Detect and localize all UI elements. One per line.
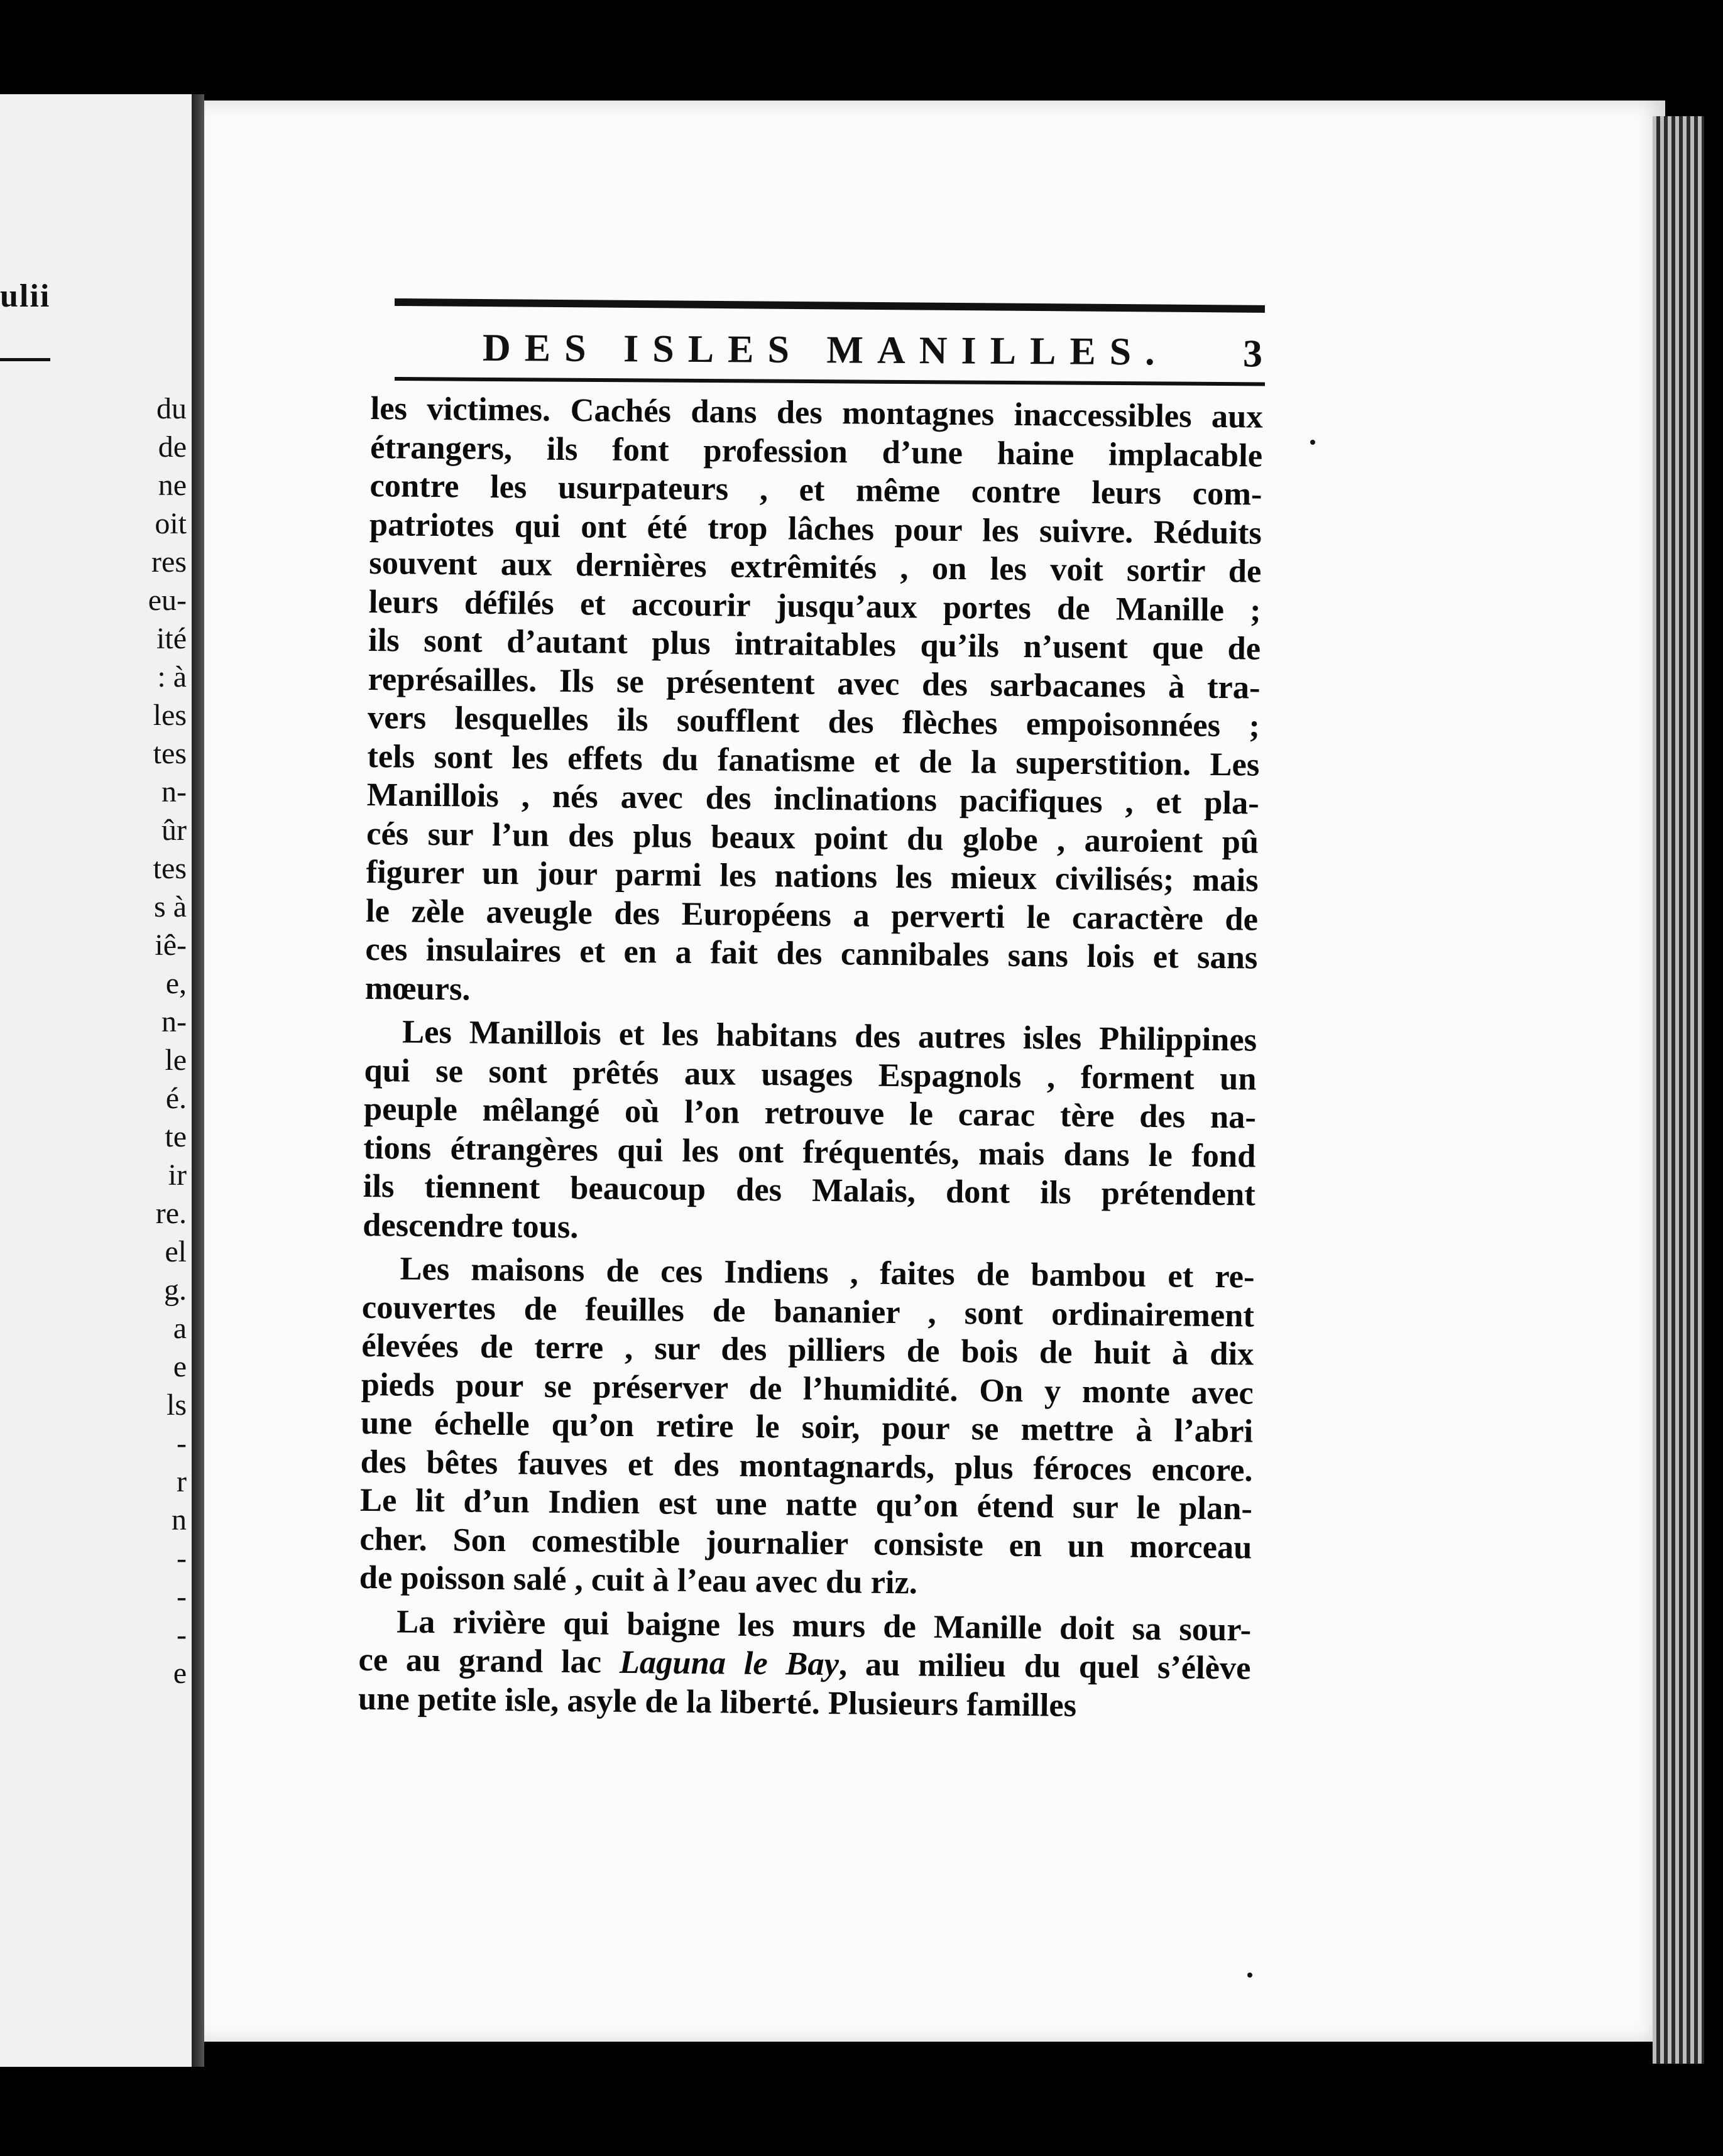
left-page-line: a: [173, 1312, 187, 1345]
text-line: descendre tous.: [362, 1206, 579, 1245]
body-text: [358, 389, 1263, 1732]
place-name-italic: Laguna le Bay: [619, 1643, 840, 1683]
ink-speck: [1310, 440, 1315, 445]
page-edges: [1653, 116, 1704, 2064]
left-page-line: ûr: [161, 814, 187, 847]
text-line: ces insulaires et en a fait des cannibales sans lois et sans: [365, 930, 1258, 976]
page-header: [395, 325, 1265, 381]
left-page-line: s à: [154, 890, 187, 923]
left-page-line: n: [172, 1503, 187, 1537]
text-line: une petite isle, asyle de la liberté. Plusieurs familles: [358, 1680, 1077, 1724]
text-line: figurer un jour parmi les nations les mieux civilisés; mais: [366, 853, 1259, 899]
text-line: cés sur l’un des plus beaux point du globe , auroient pû: [366, 815, 1259, 861]
text-line: étrangers, ils font profession d’une haine implacable: [369, 428, 1263, 474]
left-page-line: -: [177, 1542, 187, 1575]
left-page-line: du: [156, 392, 187, 425]
text-line: mœurs.: [364, 969, 471, 1008]
text-line: Le lit d’un Indien est une natte qu’on étend sur le plan-: [359, 1481, 1253, 1527]
left-page-line: -: [177, 1427, 187, 1460]
text-line: tels sont les effets du fanatisme et de la superstition. Les: [367, 738, 1260, 783]
text-line: ils tiennent beaucoup des Malais, dont ils prétendent: [363, 1167, 1256, 1213]
text-line: peuple mêlangé où l’on retrouve le carac tère des na-: [363, 1090, 1257, 1136]
text-line: ils sont d’autant plus intraitables qu’ils n’usent que de: [368, 621, 1261, 667]
left-page-line: g.: [164, 1273, 187, 1307]
left-page-line: e: [173, 1657, 187, 1690]
left-page-line: n-: [161, 775, 187, 808]
text-line: cher. Son comestible journalier consiste en un morceau: [359, 1520, 1252, 1566]
left-page-line: tes: [153, 737, 187, 770]
left-page-line: res: [151, 545, 187, 579]
left-facing-page: [0, 94, 192, 2067]
text-line: vers lesquelles ils soufflent des flèches empoisonnées ;: [367, 699, 1261, 744]
left-page-line: ir: [168, 1158, 187, 1192]
text-line: représailles. Ils se présentent avec des sarbacanes à tra-: [368, 660, 1261, 706]
text-line: une échelle qu’on retire le soir, pour se mettre à l’abri: [360, 1404, 1254, 1450]
book-gutter: [192, 94, 204, 2067]
text-line: élevées de terre , sur des pilliers de bois de huit à dix: [361, 1327, 1254, 1373]
left-page-line: el: [165, 1235, 187, 1268]
text-line: couvertes de feuilles de bananier , sont ordinairement: [361, 1288, 1255, 1334]
left-page-line: -: [177, 1618, 187, 1652]
left-page-line: é.: [165, 1082, 187, 1115]
paragraph: [359, 1250, 1255, 1606]
text-line: Les maisons de ces Indiens , faites de bambou et re-: [400, 1250, 1255, 1295]
running-title: DES ISLES MANILLES.: [482, 326, 1169, 374]
ink-speck: [1247, 1973, 1252, 1978]
left-page-line: eu-: [148, 584, 187, 617]
left-page-line: n-: [161, 1005, 187, 1038]
text-line: les victimes. Cachés dans des montagnes inaccessibles aux: [370, 389, 1263, 435]
left-page-line: oit: [155, 507, 187, 540]
text-line: des bêtes fauves et des montagnards, plus féroces encore.: [360, 1443, 1253, 1489]
text-line: tions étrangères qui les ont fréquentés, mais dans le fond: [363, 1129, 1256, 1175]
text-line: souvent aux dernières extrêmités , on les voit sortir de: [369, 544, 1262, 590]
page-number: 3: [1242, 332, 1263, 376]
text-line: leurs défilés et accourir jusqu’aux portes de Manille ;: [368, 583, 1261, 629]
text-line: le zèle aveugle des Européens a perverti le caractère de: [365, 892, 1259, 938]
text-line: Les Manillois et les habitans des autres isles Philippines: [402, 1013, 1257, 1059]
text-line: pieds pour se préserver de l’humidité. On y monte avec: [361, 1366, 1254, 1412]
left-page-line-endings: [111, 389, 187, 1692]
left-page-line: iê-: [155, 928, 187, 962]
text-line: contre les usurpateurs , et même contre leurs com-: [369, 467, 1262, 513]
paragraph: [365, 389, 1263, 1016]
left-page-line: -: [177, 1580, 187, 1613]
text-line: Manillois , nés avec des inclinations pacifiques , et pla-: [366, 776, 1260, 822]
left-page-line: le: [165, 1043, 187, 1077]
left-page-line: : à: [157, 660, 187, 694]
paragraph: [358, 1602, 1252, 1726]
text-line: qui se sont prêtés aux usages Espagnols , forment un: [364, 1052, 1257, 1097]
paragraph: [363, 1013, 1257, 1253]
text-line: ce au grand lac Laguna le Bay, au milieu du quel s’élève: [358, 1641, 1251, 1687]
left-page-line: te: [165, 1120, 187, 1153]
left-page-line: ls: [166, 1388, 187, 1422]
text-line: de poisson salé , cuit à l’eau avec du riz.: [359, 1559, 918, 1601]
left-page-line: ité: [156, 622, 187, 655]
left-page-line: de: [158, 430, 187, 464]
left-page-header-fragment: ulii: [0, 278, 51, 314]
left-page-line: tes: [153, 852, 187, 885]
left-page-line: les: [153, 699, 187, 732]
left-page-line: e,: [165, 967, 187, 1000]
text-line: La rivière qui baigne les murs de Manille doit sa sour-: [396, 1603, 1252, 1648]
left-page-rule: [0, 358, 50, 361]
text-line: patriotes qui ont été trop lâches pour les suivre. Réduits: [369, 506, 1262, 552]
left-page-line: e: [173, 1350, 187, 1383]
left-page-line: ne: [158, 469, 187, 502]
left-page-line: r: [177, 1465, 187, 1498]
left-page-line: re.: [155, 1197, 187, 1230]
